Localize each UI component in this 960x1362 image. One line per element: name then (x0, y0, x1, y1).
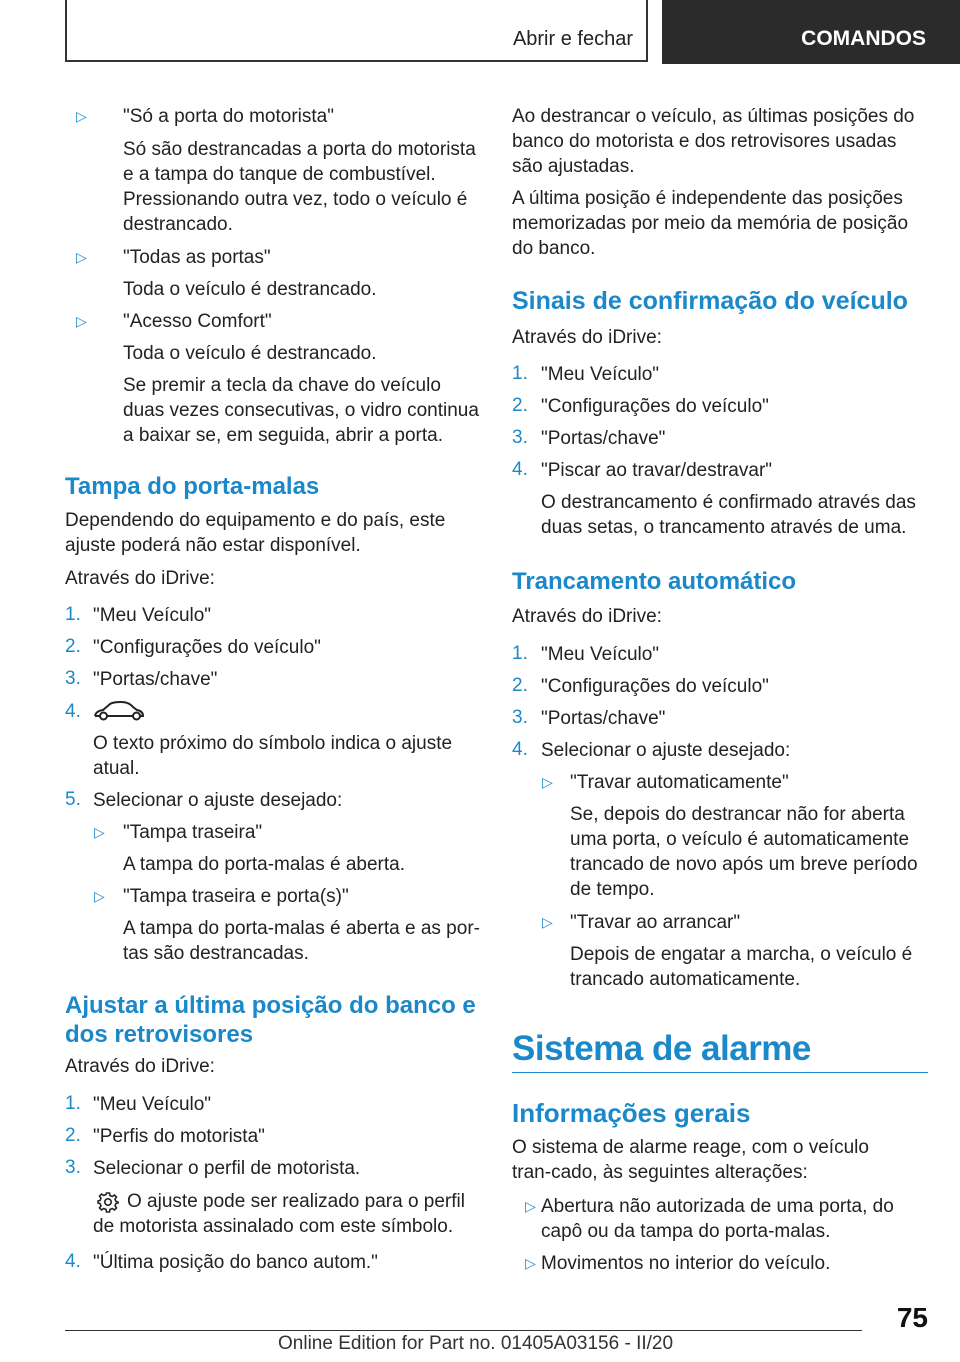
step-number: 2. (65, 636, 81, 657)
step-number: 3. (512, 427, 528, 448)
step-text: "Configurações do veículo" (541, 676, 769, 697)
option-text: Só são destrancadas a porta do motorista e a tampa do tanque de combustível. Pressionando outra vez, todo o veículo é destrancado. (123, 139, 476, 235)
step-text: "Meu Veículo" (93, 605, 212, 626)
bullet-icon: ▷ (525, 1198, 536, 1214)
step-number: 5. (65, 789, 81, 810)
bullet-icon: ▷ (542, 774, 553, 790)
step-number: 3. (65, 668, 81, 689)
section-title: Abrir e fechar (512, 28, 633, 50)
footer-edition: Online Edition for Part no. 01405A03156 - II/20 (278, 1333, 674, 1354)
section-heading: Tampa do porta-malas (65, 473, 320, 500)
step-text: "Portas/chave" (93, 669, 218, 690)
bullet-icon: ▷ (94, 888, 105, 904)
option-label: "Só a porta do motorista" (123, 106, 334, 127)
list-item: Movimentos no interior do veículo. (541, 1253, 831, 1274)
section-heading: Sinais de confirmação do veículo (512, 287, 908, 315)
car-icon (93, 700, 145, 729)
step-text: "Configurações do veículo" (541, 396, 769, 417)
option-text: Se, depois do destrancar não for aberta uma porta, o veículo é automaticamente trancado de novo após um breve período de tempo. (570, 804, 918, 900)
option-label: "Travar ao arrancar" (570, 912, 741, 933)
step-text: "Portas/chave" (541, 428, 666, 449)
paragraph: Através do iDrive: (65, 1056, 215, 1077)
step-number: 3. (512, 707, 528, 728)
paragraph: O sistema de alarme reage, com o veículo tran-cado, às seguintes alterações: (512, 1137, 869, 1183)
footer-rule (65, 1330, 862, 1331)
step-number: 1. (512, 643, 528, 664)
step-text: "Configurações do veículo" (93, 637, 321, 658)
chapter-tab: COMANDOS (662, 0, 960, 64)
option-text: A tampa do porta-malas é aberta. (123, 854, 405, 875)
option-label: "Todas as portas" (123, 247, 271, 268)
paragraph: Através do iDrive: (512, 606, 662, 627)
option-text: Toda o veículo é destrancado. (123, 343, 377, 364)
bullet-icon: ▷ (76, 249, 87, 265)
step-text: "Meu Veículo" (93, 1094, 212, 1115)
option-label: "Acesso Comfort" (123, 311, 272, 332)
bullet-icon: ▷ (525, 1255, 536, 1271)
step-text: "Perfis do motorista" (93, 1126, 265, 1147)
option-label: "Tampa traseira" (123, 822, 263, 843)
paragraph: A última posição é independente das posições memorizadas por meio da memória de posição do banco. (512, 188, 909, 259)
step-text: O texto próximo do símbolo indica o ajuste atual. (93, 733, 453, 779)
section-tab (65, 0, 648, 62)
step-number: 2. (65, 1125, 81, 1146)
bullet-icon: ▷ (542, 914, 553, 930)
paragraph: Ao destrancar o veículo, as últimas posições do banco do motorista e dos retrovisores usadas são ajustadas. (512, 106, 915, 177)
list-item: Abertura não autorizada de uma porta, do capô ou da tampa do porta-malas. (541, 1196, 894, 1242)
step-number: 4. (512, 739, 528, 760)
paragraph: Através do iDrive: (65, 568, 215, 589)
section-heading: Trancamento automático (512, 568, 797, 595)
step-number: 1. (65, 1093, 81, 1114)
step-number: 2. (512, 675, 528, 696)
step-text: "Meu Veículo" (541, 364, 660, 385)
step-note: O ajuste pode ser realizado para o perfil de motorista assinalado com este símbolo. (93, 1191, 465, 1237)
step-number: 2. (512, 395, 528, 416)
bullet-icon: ▷ (76, 313, 87, 329)
step-number: 1. (65, 604, 81, 625)
chapter-heading: Sistema de alarme (512, 1029, 811, 1068)
step-number: 4. (512, 459, 528, 480)
page-number: 75 (896, 1302, 928, 1333)
bullet-icon: ▷ (94, 824, 105, 840)
step-text: "Meu Veículo" (541, 644, 660, 665)
option-text: Se premir a tecla da chave do veículo duas vezes consecutivas, o vidro continua a baixar se, em seguida, abrir a porta. (123, 375, 479, 446)
paragraph: Dependendo do equipamento e do país, este ajuste poderá não estar disponível. (65, 510, 446, 556)
option-label: "Tampa traseira e porta(s)" (123, 886, 349, 907)
step-text: "Portas/chave" (541, 708, 666, 729)
step-text: Selecionar o ajuste desejado: (93, 790, 343, 811)
section-heading: Ajustar a última posição do banco e dos retrovisores (65, 992, 476, 1048)
step-number: 4. (65, 701, 81, 722)
heading-rule (512, 1072, 928, 1073)
page-header (0, 0, 960, 66)
option-label: "Travar automaticamente" (570, 772, 789, 793)
paragraph: Através do iDrive: (512, 327, 662, 348)
section-heading: Informações gerais (512, 1098, 751, 1128)
step-text: "Piscar ao travar/destravar" (541, 460, 773, 481)
option-text: Toda o veículo é destrancado. (123, 279, 377, 300)
bullet-icon: ▷ (76, 108, 87, 124)
step-text: Selecionar o ajuste desejado: (541, 740, 791, 761)
option-text: Depois de engatar a marcha, o veículo é trancado automaticamente. (570, 944, 913, 990)
step-text: "Última posição do banco autom." (93, 1252, 378, 1273)
step-text: Selecionar o perfil de motorista. (93, 1158, 361, 1179)
step-text: O destrancamento é confirmado através das duas setas, o trancamento através de uma. (541, 492, 916, 538)
step-number: 1. (512, 363, 528, 384)
step-number: 4. (65, 1251, 81, 1272)
option-text: A tampa do porta-malas é aberta e as por-tas são destrancadas. (123, 918, 480, 964)
step-number: 3. (65, 1157, 81, 1178)
